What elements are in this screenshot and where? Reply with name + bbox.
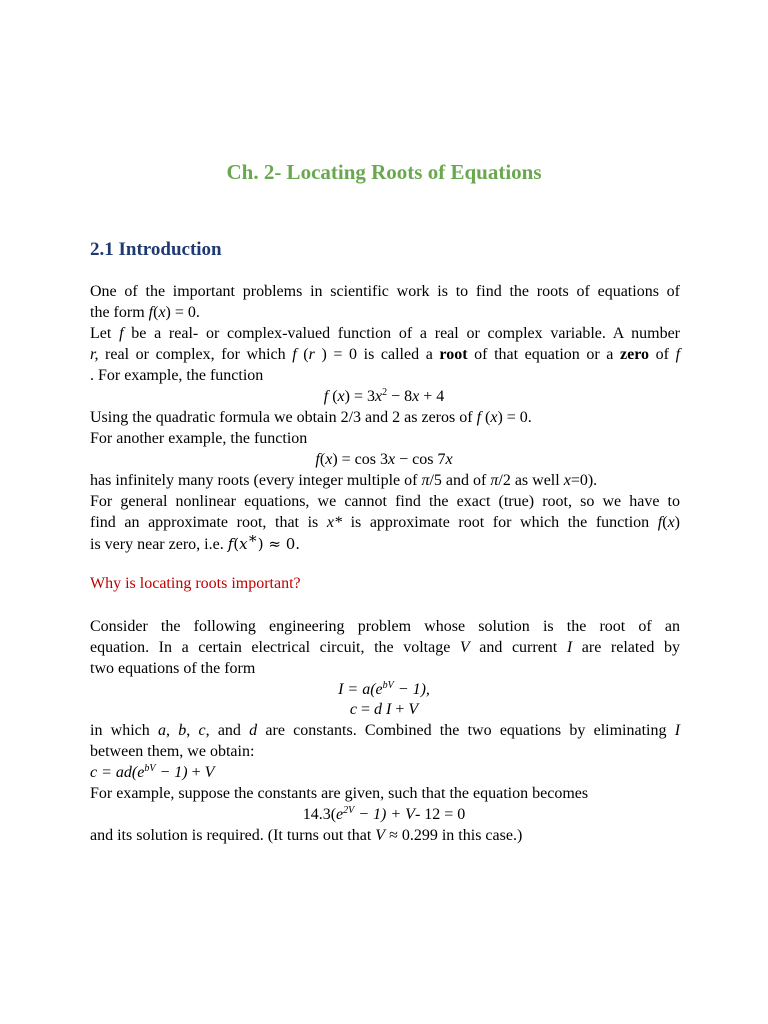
equation-current: $I = a(e^{bV} - 1)$, [338,680,430,698]
intro-line-7: For another example, the function [90,430,308,447]
engineering-line-5: between them, we obtain: [90,743,255,760]
intro-line-5: . For example, the function [90,367,264,384]
engineering-line-4: in which a, b, c, and d are constants. Combined the two equations by eliminating I [90,722,681,739]
section-heading: 2.1 Introduction [90,239,222,260]
intro-line-6: Using the quadratic formula we obtain 2/3 and 2 as zeros of f (x) = 0. [90,409,532,426]
equation-cosine: f(x) = cos 3x − cos 7x [315,451,453,468]
equation-quadratic: f $(x) = 3x^2 - 8x + 4$ [323,387,445,405]
equation-constant: c = d I + V [349,701,419,718]
engineering-line-2: equation. In a certain electrical circuit, the voltage V and current I are related by [90,639,681,656]
equation-numeric: $14.3(e^{2V} - 1) + V-$ 12 = 0 [302,805,466,823]
intro-line-2: the form f(x) = 0. [90,304,200,321]
intro-line-11: is very near zero, i.e. 𝑓(𝑥∗) ≈ 0. [90,529,301,553]
engineering-line-3: two equations of the form [90,660,256,677]
equation-combined: $c = ad(e^{bV} - 1) + V$ [90,763,215,781]
intro-line-4: r, real or complex, for which f (r ) = 0 is called a root of that equation or a zero of f [90,346,681,363]
intro-line-9: For general nonlinear equations, we cannot find the exact (true) root, so we have to [90,493,680,510]
engineering-line-8: and its solution is required. (It turns out that V ≈ 0.299 in this case.) [90,827,523,844]
intro-line-1: One of the important problems in scientific work is to find the roots of equations of [90,283,680,300]
intro-line-8: has infinitely many roots (every integer multiple of π/5 and of π/2 as well x=0). [90,472,598,489]
why-heading: Why is locating roots important? [90,575,301,592]
intro-line-10: find an approximate root, that is x* is approximate root for which the function f(x) [90,514,680,531]
intro-line-3: Let f be a real- or complex-valued function of a real or complex variable. A number [90,325,680,342]
chapter-title: Ch. 2- Locating Roots of Equations [226,160,542,184]
engineering-line-1: Consider the following engineering problem whose solution is the root of an [90,618,680,635]
engineering-line-7: For example, suppose the constants are given, such that the equation becomes [90,785,589,802]
